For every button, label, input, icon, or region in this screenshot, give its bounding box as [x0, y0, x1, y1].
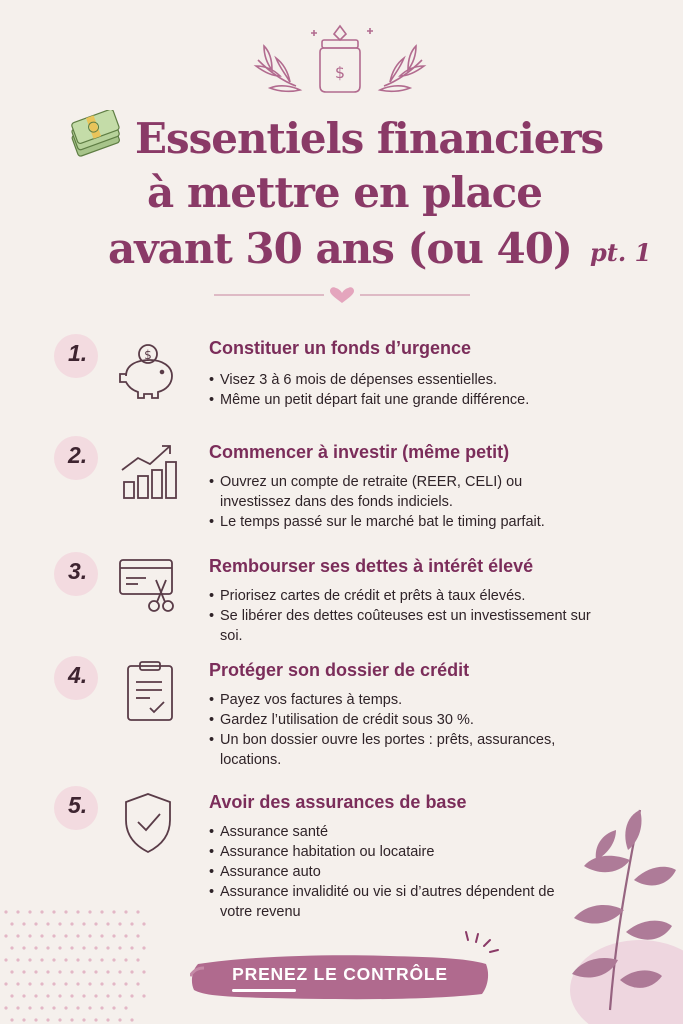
- decorative-dot: [136, 934, 139, 937]
- shield-check-icon: [116, 790, 180, 854]
- decorative-dot: [76, 910, 79, 913]
- decorative-dot: [88, 934, 91, 937]
- number-badge: [54, 436, 98, 480]
- decorative-dot: [94, 970, 97, 973]
- decorative-dot: [100, 910, 103, 913]
- decorative-dot: [88, 1006, 91, 1009]
- decorative-dot: [70, 994, 73, 997]
- decorative-dot: [16, 958, 19, 961]
- decorative-dot: [82, 922, 85, 925]
- decorative-dot: [76, 982, 79, 985]
- decorative-dot: [58, 994, 61, 997]
- bullet-item: • Visez 3 à 6 mois de dépenses essentielles.: [209, 370, 629, 390]
- decorative-dot: [106, 922, 109, 925]
- item-number: 5.: [68, 792, 88, 818]
- decorative-dot: [40, 910, 43, 913]
- decorative-dot: [10, 946, 13, 949]
- decorative-dot: [34, 994, 37, 997]
- item-title: Commencer à investir (même petit): [209, 442, 510, 462]
- decorative-dot: [124, 1006, 127, 1009]
- decorative-dot: [40, 934, 43, 937]
- decorative-dot: [46, 1018, 49, 1021]
- spark-lines-icon: [462, 928, 506, 958]
- item-title: Protéger son dossier de crédit: [209, 660, 470, 680]
- decorative-dot: [112, 934, 115, 937]
- decorative-dot: [106, 970, 109, 973]
- decorative-dot: [40, 1006, 43, 1009]
- clipboard-check-icon: [116, 658, 180, 722]
- decorative-dot: [88, 910, 91, 913]
- decorative-dot: [64, 934, 67, 937]
- bullet-item: • Priorisez cartes de crédit et prêts à taux élevés.: [209, 586, 609, 606]
- decorative-dot: [16, 982, 19, 985]
- decorative-dot: [16, 1006, 19, 1009]
- decorative-dot: [64, 1006, 67, 1009]
- decorative-dot: [88, 958, 91, 961]
- credit-card-scissors-icon: [116, 554, 180, 618]
- decorative-dot: [46, 922, 49, 925]
- item-title: Avoir des assurances de base: [209, 792, 467, 812]
- decorative-dot: [82, 994, 85, 997]
- decorative-dot: [118, 970, 121, 973]
- decorative-dot: [22, 970, 25, 973]
- heart-divider: [214, 286, 470, 304]
- number-badge: [54, 552, 98, 596]
- decorative-dot: [58, 922, 61, 925]
- svg-text:$: $: [334, 63, 346, 82]
- decorative-dot: [4, 958, 7, 961]
- decorative-dot: [76, 1006, 79, 1009]
- bullet-item: • Assurance invalidité ou vie si d’autres dépendent de votre revenu: [209, 882, 579, 922]
- decorative-dot: [112, 982, 115, 985]
- item-title: Constituer un fonds d’urgence: [209, 338, 472, 358]
- decorative-dot: [34, 970, 37, 973]
- title-suffix: pt. 1: [590, 238, 652, 267]
- decorative-dot: [118, 946, 121, 949]
- bullet-item: • Se libérer des dettes coûteuses est un investissement sur soi.: [209, 606, 609, 646]
- decorative-dot: [64, 910, 67, 913]
- decorative-dot: [142, 922, 145, 925]
- cta-underline: [232, 989, 296, 992]
- decorative-dot: [94, 1018, 97, 1021]
- bullet-item: • Un bon dossier ouvre les portes : prêts, assurances, locations.: [209, 730, 609, 770]
- bullet-list: [209, 370, 629, 410]
- decorative-dot: [142, 970, 145, 973]
- decorative-dot: [46, 946, 49, 949]
- jar-icon: [250, 20, 430, 98]
- decorative-dot: [142, 994, 145, 997]
- decorative-dot: [4, 982, 7, 985]
- decorative-dot: [100, 1006, 103, 1009]
- cta-label[interactable]: PRENEZ LE CONTRÔLE: [232, 964, 448, 984]
- decorative-dot: [130, 946, 133, 949]
- decorative-dot: [124, 910, 127, 913]
- number-badge: [54, 786, 98, 830]
- item-number: 1.: [68, 340, 88, 366]
- decorative-dot: [28, 958, 31, 961]
- decorative-dot: [82, 970, 85, 973]
- decorative-dot: [64, 958, 67, 961]
- decorative-dot: [34, 946, 37, 949]
- decorative-dots: [0, 906, 150, 1024]
- decorative-dot: [16, 910, 19, 913]
- decorative-dot: [52, 934, 55, 937]
- decorative-dot: [58, 946, 61, 949]
- decorative-dot: [70, 946, 73, 949]
- bullet-list: [209, 822, 579, 922]
- decorative-dot: [124, 934, 127, 937]
- decorative-dot: [76, 934, 79, 937]
- decorative-dot: [118, 994, 121, 997]
- decorative-dot: [100, 982, 103, 985]
- growth-chart-icon: [116, 438, 180, 502]
- decorative-dot: [10, 970, 13, 973]
- decorative-dot: [136, 982, 139, 985]
- bullet-item: • Même un petit départ fait une grande différence.: [209, 390, 629, 410]
- item-number: 2.: [68, 442, 88, 468]
- decorative-dot: [100, 958, 103, 961]
- decorative-dot: [34, 1018, 37, 1021]
- decorative-dot: [124, 958, 127, 961]
- item-number: 4.: [68, 662, 88, 688]
- decorative-dot: [52, 982, 55, 985]
- decorative-dot: [10, 994, 13, 997]
- decorative-dot: [40, 982, 43, 985]
- decorative-dot: [34, 922, 37, 925]
- bullet-item: • Assurance auto: [209, 862, 579, 882]
- decorative-dot: [82, 946, 85, 949]
- decorative-dot: [40, 958, 43, 961]
- decorative-dot: [4, 1006, 7, 1009]
- decorative-dot: [136, 958, 139, 961]
- decorative-dot: [10, 1018, 13, 1021]
- decorative-dot: [52, 958, 55, 961]
- item-title: Rembourser ses dettes à intérêt élevé: [209, 556, 534, 576]
- decorative-dot: [58, 1018, 61, 1021]
- decorative-dot: [46, 970, 49, 973]
- number-badge: [54, 334, 98, 378]
- decorative-dot: [82, 1018, 85, 1021]
- decorative-dot: [118, 1018, 121, 1021]
- decorative-dot: [106, 946, 109, 949]
- decorative-dot: [130, 970, 133, 973]
- decorative-dot: [64, 982, 67, 985]
- bullet-item: • Assurance habitation ou locataire: [209, 842, 579, 862]
- page-title-line-2: à mettre en place: [147, 168, 542, 217]
- bullet-item: • Assurance santé: [209, 822, 579, 842]
- decorative-dot: [52, 910, 55, 913]
- decorative-dot: [106, 1018, 109, 1021]
- decorative-dot: [112, 958, 115, 961]
- page-title-line-1: Essentiels financiers: [135, 114, 604, 163]
- bullet-item: • Payez vos factures à temps.: [209, 690, 609, 710]
- cta-button[interactable]: [190, 950, 490, 1002]
- decorative-dot: [22, 994, 25, 997]
- decorative-dot: [70, 1018, 73, 1021]
- decorative-dot: [112, 1006, 115, 1009]
- piggy-bank-icon: [116, 336, 180, 400]
- decorative-dot: [70, 922, 73, 925]
- decorative-dot: [22, 946, 25, 949]
- decorative-dot: [58, 970, 61, 973]
- decorative-dot: [106, 994, 109, 997]
- heart-icon: [330, 287, 354, 303]
- decorative-dot: [94, 946, 97, 949]
- decorative-dot: [52, 1006, 55, 1009]
- number-badge: [54, 656, 98, 700]
- decorative-dot: [94, 922, 97, 925]
- decorative-dot: [16, 934, 19, 937]
- decorative-dot: [10, 922, 13, 925]
- decorative-dot: [28, 1006, 31, 1009]
- page-title-line-3: avant 30 ans (ou 40): [108, 224, 572, 273]
- bullet-list: [209, 586, 609, 646]
- money-stack-icon: [66, 110, 124, 158]
- decorative-dot: [22, 1018, 25, 1021]
- decorative-dot: [88, 982, 91, 985]
- decorative-dot: [112, 910, 115, 913]
- bullet-list: [209, 472, 569, 532]
- decorative-dot: [136, 910, 139, 913]
- leaf-branch-icon: [530, 790, 683, 1024]
- decorative-dot: [28, 934, 31, 937]
- bullet-list: [209, 690, 609, 770]
- decorative-dot: [46, 994, 49, 997]
- decorative-dot: [130, 1018, 133, 1021]
- decorative-dot: [118, 922, 121, 925]
- decorative-dot: [76, 958, 79, 961]
- decorative-dot: [22, 922, 25, 925]
- decorative-dot: [28, 982, 31, 985]
- item-number: 3.: [68, 558, 88, 584]
- decorative-dot: [4, 910, 7, 913]
- decorative-dot: [130, 922, 133, 925]
- decorative-dot: [130, 994, 133, 997]
- decorative-dot: [28, 910, 31, 913]
- bullet-item: • Gardez l’utilisation de crédit sous 30 %.: [209, 710, 609, 730]
- decorative-dot: [124, 982, 127, 985]
- svg-text:$: $: [144, 348, 152, 362]
- bullet-item: • Ouvrez un compte de retraite (REER, CELI) ou investissez dans des fonds indiciels.: [209, 472, 569, 512]
- decorative-dot: [100, 934, 103, 937]
- decorative-dot: [70, 970, 73, 973]
- decorative-dot: [4, 934, 7, 937]
- bullet-item: • Le temps passé sur le marché bat le timing parfait.: [209, 512, 569, 532]
- decorative-dot: [94, 994, 97, 997]
- decorative-dot: [142, 946, 145, 949]
